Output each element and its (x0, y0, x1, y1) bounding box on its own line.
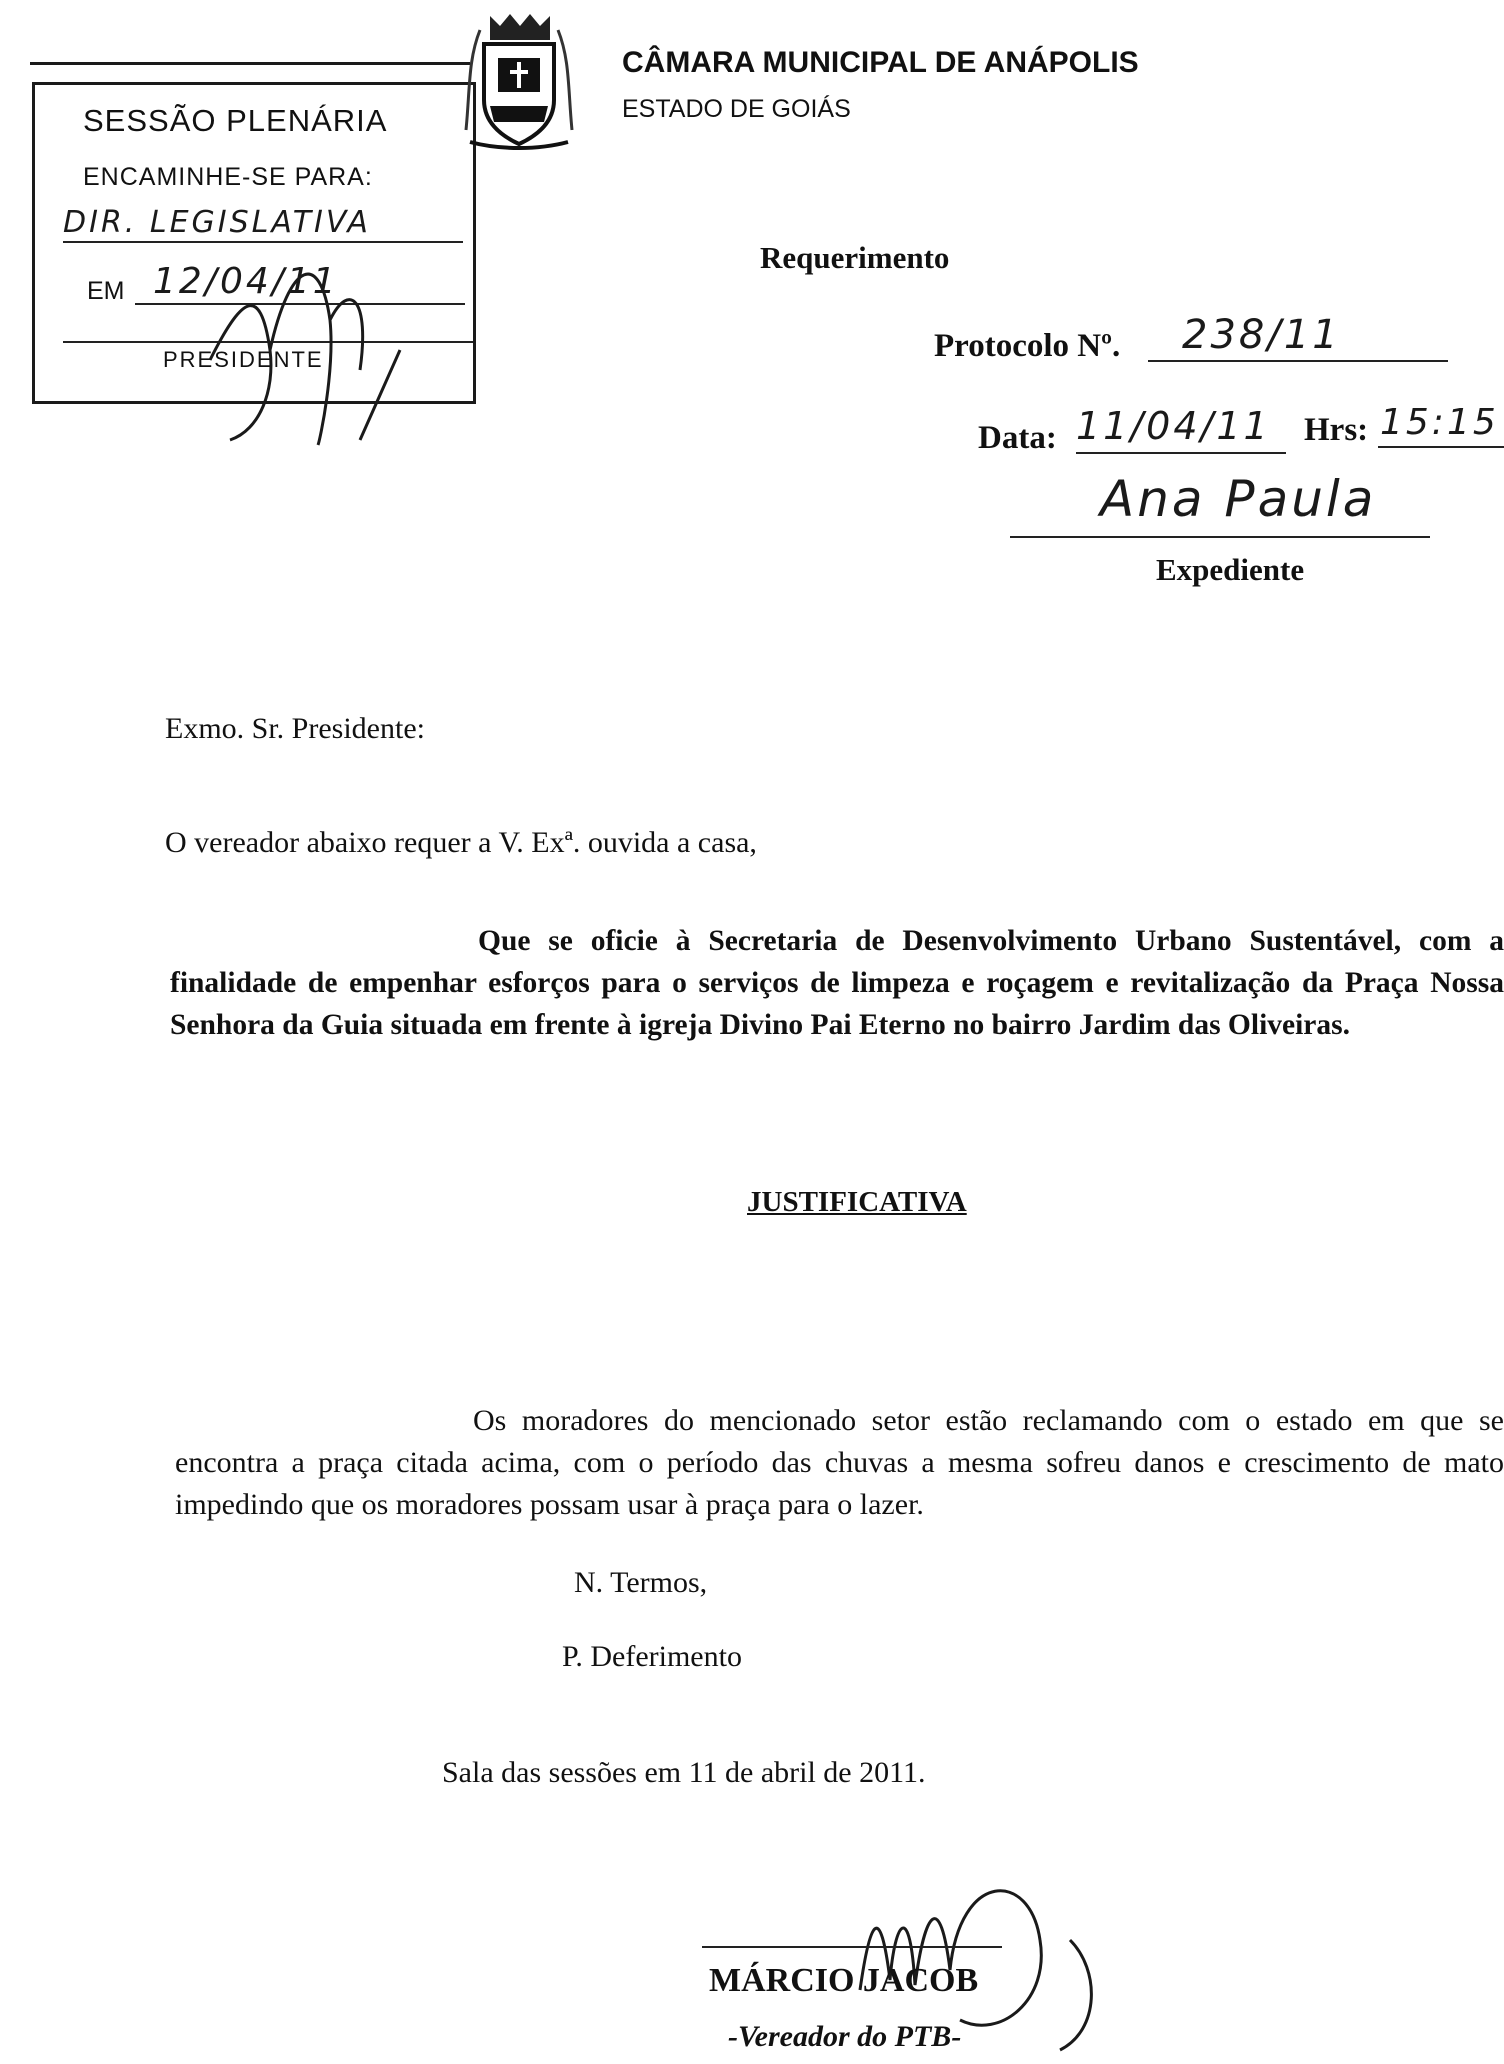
organization-state: ESTADO DE GOIÁS (622, 95, 851, 123)
expediente-label: Expediente (1156, 552, 1305, 587)
stamp-president-label: PRESIDENTE (163, 347, 324, 372)
closing-line-1: N. Termos, (574, 1566, 708, 1599)
signer-role: -Vereador do PTB- (728, 2020, 962, 2053)
salutation: Exmo. Sr. Presidente: (165, 712, 425, 745)
protocol-number: 238/11 (1182, 312, 1341, 358)
justification-paragraph: Os moradores do mencionado setor estão reclamando com o estado em que se encontra a praça citada acima, com o período das chuvas a mesma sofreu danos e crescimento de mato impedindo que os moradores possam usar à praça para o lazer. (175, 1404, 1504, 1521)
stamp-destination: DIR. LEGISLATIVA (63, 205, 371, 240)
stamp-title: SESSÃO PLENÁRIA (83, 103, 388, 138)
document-type: Requerimento (760, 240, 950, 275)
hours-line (1378, 446, 1504, 448)
stamp-forward-label: ENCAMINHE-SE PARA: (83, 163, 373, 191)
request-paragraph: Que se oficie à Secretaria de Desenvolvimento Urbano Sustentável, com a finalidade de empenhar esforços para o serviços de limpeza e roçagem e revitalização da Praça Nossa Senhora da Guia situada em frente à igreja Divino Pai Eterno no bairro Jardim das Oliveiras. (170, 925, 1504, 1041)
date-line (1076, 452, 1286, 454)
municipal-crest-icon (460, 10, 578, 150)
date-label: Data: (978, 420, 1057, 456)
place-and-date: Sala das sessões em 11 de abril de 2011. (442, 1756, 926, 1789)
stamp-top-border (30, 62, 470, 65)
organization-name: CÂMARA MUNICIPAL DE ANÁPOLIS (622, 46, 1139, 79)
signer-name: MÁRCIO JACOB (709, 1962, 979, 1999)
justification-heading: JUSTIFICATIVA (747, 1186, 967, 1218)
stamp-signature-scribble (200, 240, 440, 460)
hours-value: 15:15 (1380, 402, 1499, 443)
expediente-signature: Ana Paula (1100, 470, 1377, 528)
date-value: 11/04/11 (1076, 404, 1271, 448)
protocol-label: Protocolo Nº. (934, 328, 1121, 364)
stamp-em-label: EM (87, 277, 125, 305)
protocol-line (1148, 360, 1448, 362)
signature-line (702, 1946, 1002, 1948)
intro-paragraph: O vereador abaixo requer a V. Exª. ouvida a casa, (165, 826, 757, 859)
hours-label: Hrs: (1304, 412, 1369, 448)
expediente-line (1010, 536, 1430, 538)
stamp-date: 12/04/11 (153, 261, 339, 302)
closing-line-2: P. Deferimento (562, 1640, 742, 1673)
